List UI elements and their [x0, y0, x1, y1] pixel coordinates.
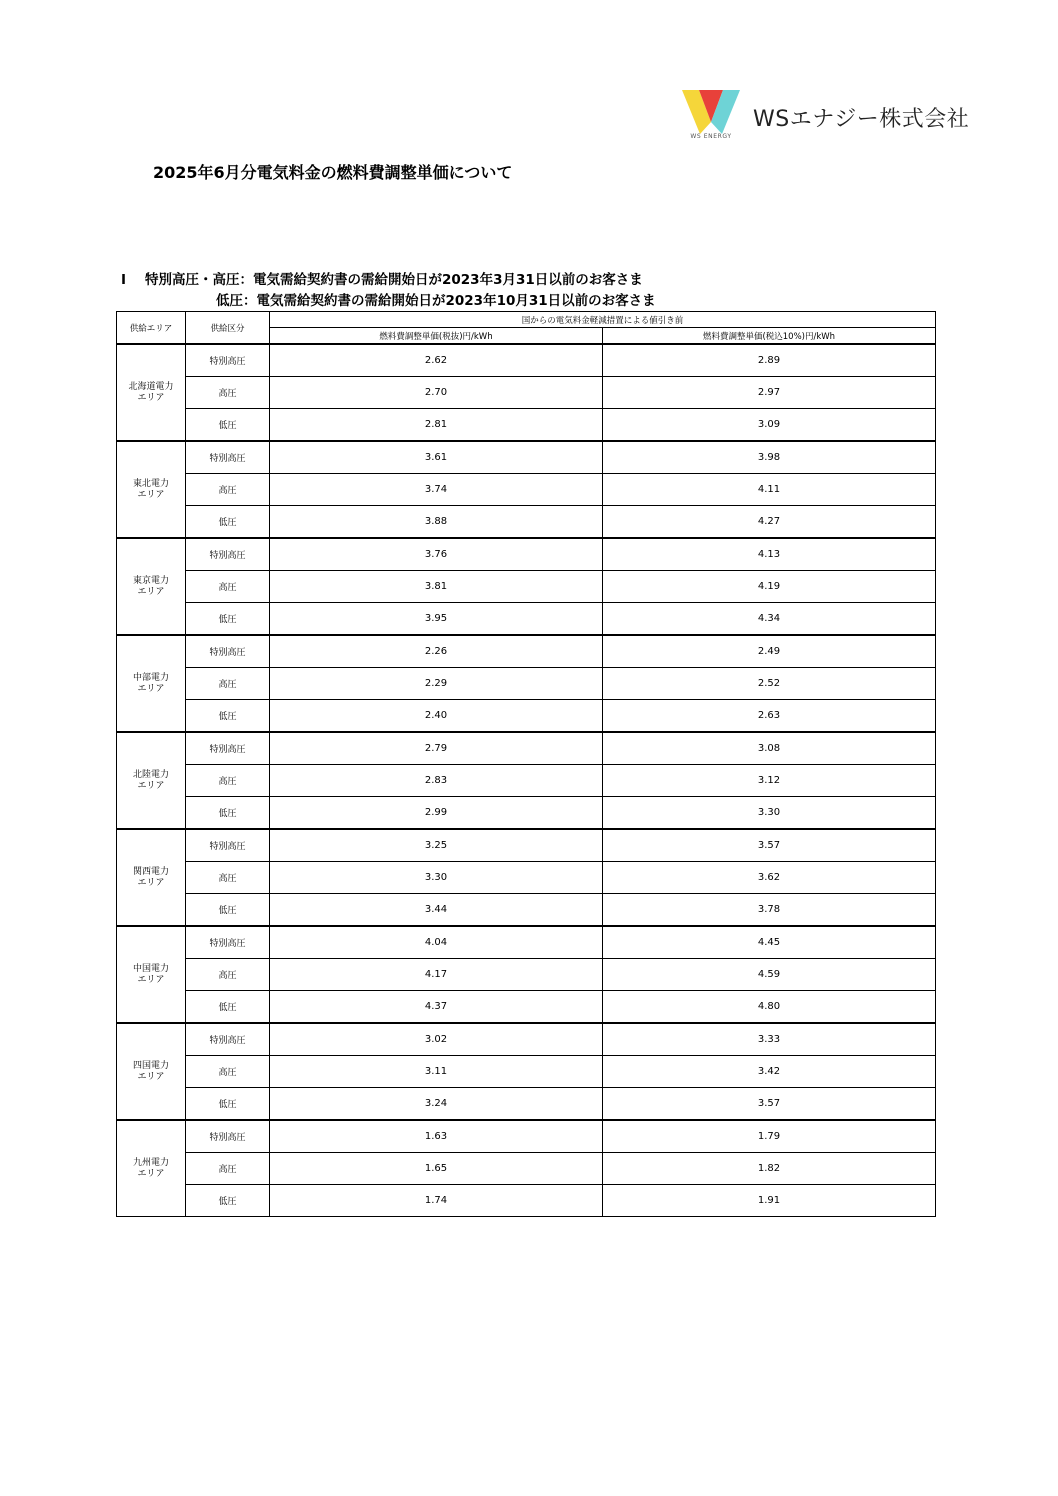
area-name-cell: 北陸電力 エリア: [117, 732, 186, 829]
price-excl-tax-cell: 2.40: [270, 700, 603, 733]
table-row: [117, 894, 936, 927]
price-incl-tax-cell: 3.08: [603, 732, 936, 765]
price-incl-tax-cell: 4.27: [603, 506, 936, 539]
table-row: [117, 668, 936, 700]
price-excl-tax-cell: 3.24: [270, 1088, 603, 1121]
table-row: [117, 700, 936, 733]
price-incl-tax-cell: 1.82: [603, 1153, 936, 1185]
category-cell: 特別高圧: [186, 441, 270, 474]
table-row: [117, 1120, 936, 1153]
table-row: [117, 571, 936, 603]
table-row: [117, 959, 936, 991]
ws-energy-logo-icon: [682, 90, 740, 134]
price-incl-tax-cell: 4.34: [603, 603, 936, 636]
table-row: [117, 441, 936, 474]
area-name-cell: 四国電力 エリア: [117, 1023, 186, 1120]
price-incl-tax-cell: 3.98: [603, 441, 936, 474]
price-excl-tax-cell: 3.61: [270, 441, 603, 474]
price-excl-tax-cell: 1.63: [270, 1120, 603, 1153]
price-incl-tax-cell: 3.12: [603, 765, 936, 797]
price-excl-tax-cell: 3.30: [270, 862, 603, 894]
table-row: [117, 829, 936, 862]
table-row: [117, 474, 936, 506]
price-incl-tax-cell: 1.79: [603, 1120, 936, 1153]
header-group: 国からの電気料金軽減措置による値引き前: [270, 312, 936, 328]
price-incl-tax-cell: 3.57: [603, 1088, 936, 1121]
table-row: [117, 506, 936, 539]
table-row: [117, 1056, 936, 1088]
price-excl-tax-cell: 2.62: [270, 344, 603, 377]
area-name-cell: 中部電力 エリア: [117, 635, 186, 732]
price-excl-tax-cell: 1.74: [270, 1185, 603, 1217]
price-excl-tax-cell: 3.76: [270, 538, 603, 571]
category-cell: 特別高圧: [186, 1120, 270, 1153]
price-excl-tax-cell: 4.37: [270, 991, 603, 1024]
category-cell: 特別高圧: [186, 635, 270, 668]
category-cell: 低圧: [186, 506, 270, 539]
category-cell: 低圧: [186, 1088, 270, 1121]
category-cell: 高圧: [186, 474, 270, 506]
table-row: [117, 538, 936, 571]
price-excl-tax-cell: 4.17: [270, 959, 603, 991]
price-incl-tax-cell: 3.62: [603, 862, 936, 894]
category-cell: 高圧: [186, 1056, 270, 1088]
price-incl-tax-cell: 2.63: [603, 700, 936, 733]
category-cell: 低圧: [186, 700, 270, 733]
category-cell: 特別高圧: [186, 829, 270, 862]
price-excl-tax-cell: 3.74: [270, 474, 603, 506]
price-incl-tax-cell: 3.42: [603, 1056, 936, 1088]
table-row: [117, 797, 936, 830]
price-incl-tax-cell: 2.49: [603, 635, 936, 668]
category-cell: 高圧: [186, 959, 270, 991]
section-number: Ⅰ: [121, 272, 127, 288]
section-line-1: 特別高圧・高圧：電気需給契約書の需給開始日が2023年3月31日以前のお客さま: [145, 272, 643, 288]
table-row: [117, 926, 936, 959]
table-row: [117, 1023, 936, 1056]
area-name-cell: 東北電力 エリア: [117, 441, 186, 538]
table-row: [117, 603, 936, 636]
category-cell: 高圧: [186, 765, 270, 797]
table-row: [117, 1185, 936, 1217]
price-excl-tax-cell: 2.26: [270, 635, 603, 668]
area-name-cell: 北海道電力 エリア: [117, 344, 186, 441]
price-excl-tax-cell: 3.25: [270, 829, 603, 862]
price-incl-tax-cell: 2.89: [603, 344, 936, 377]
price-excl-tax-cell: 2.70: [270, 377, 603, 409]
price-excl-tax-cell: 4.04: [270, 926, 603, 959]
table-row: [117, 409, 936, 442]
price-excl-tax-cell: 1.65: [270, 1153, 603, 1185]
table-row: [117, 635, 936, 668]
category-cell: 特別高圧: [186, 732, 270, 765]
table-row: [117, 377, 936, 409]
category-cell: 高圧: [186, 571, 270, 603]
price-incl-tax-cell: 3.09: [603, 409, 936, 442]
price-excl-tax-cell: 2.81: [270, 409, 603, 442]
table-row: [117, 344, 936, 377]
price-incl-tax-cell: 4.19: [603, 571, 936, 603]
header-area: 供給エリア: [117, 312, 186, 345]
price-incl-tax-cell: 3.30: [603, 797, 936, 830]
header-incl-tax: 燃料費調整単価(税込10%)円/kWh: [603, 328, 936, 345]
price-excl-tax-cell: 3.95: [270, 603, 603, 636]
price-incl-tax-cell: 4.13: [603, 538, 936, 571]
table-row: [117, 765, 936, 797]
category-cell: 低圧: [186, 1185, 270, 1217]
area-name-cell: 中国電力 エリア: [117, 926, 186, 1023]
price-incl-tax-cell: 2.52: [603, 668, 936, 700]
area-name-cell: 東京電力 エリア: [117, 538, 186, 635]
area-name-cell: 九州電力 エリア: [117, 1120, 186, 1217]
category-cell: 低圧: [186, 797, 270, 830]
table-row: [117, 1088, 936, 1121]
price-incl-tax-cell: 3.33: [603, 1023, 936, 1056]
price-incl-tax-cell: 4.45: [603, 926, 936, 959]
category-cell: 特別高圧: [186, 344, 270, 377]
header-excl-tax: 燃料費調整単価(税抜)円/kWh: [270, 328, 603, 345]
price-excl-tax-cell: 3.02: [270, 1023, 603, 1056]
price-excl-tax-cell: 2.29: [270, 668, 603, 700]
category-cell: 低圧: [186, 894, 270, 927]
section-line-2: 低圧：電気需給契約書の需給開始日が2023年10月31日以前のお客さま: [216, 293, 656, 309]
price-incl-tax-cell: 4.11: [603, 474, 936, 506]
category-cell: 高圧: [186, 377, 270, 409]
price-excl-tax-cell: 3.81: [270, 571, 603, 603]
logo-subtext: WS ENERGY: [690, 133, 732, 140]
company-name: WSエナジー株式会社: [753, 107, 970, 132]
price-excl-tax-cell: 2.79: [270, 732, 603, 765]
header-category: 供給区分: [186, 312, 270, 345]
fuel-adjustment-table: [116, 311, 936, 1217]
category-cell: 特別高圧: [186, 538, 270, 571]
price-excl-tax-cell: 3.44: [270, 894, 603, 927]
table-row: [117, 991, 936, 1024]
category-cell: 高圧: [186, 668, 270, 700]
price-incl-tax-cell: 4.80: [603, 991, 936, 1024]
area-name-cell: 関西電力 エリア: [117, 829, 186, 926]
category-cell: 特別高圧: [186, 1023, 270, 1056]
table-row: [117, 732, 936, 765]
price-incl-tax-cell: 4.59: [603, 959, 936, 991]
company-logo: [682, 90, 742, 146]
category-cell: 低圧: [186, 603, 270, 636]
category-cell: 低圧: [186, 991, 270, 1024]
category-cell: 特別高圧: [186, 926, 270, 959]
price-incl-tax-cell: 1.91: [603, 1185, 936, 1217]
table-row: [117, 862, 936, 894]
price-excl-tax-cell: 3.11: [270, 1056, 603, 1088]
page-title: 2025年6月分電気料金の燃料費調整単価について: [153, 163, 513, 182]
category-cell: 低圧: [186, 409, 270, 442]
table-row: [117, 1153, 936, 1185]
price-excl-tax-cell: 3.88: [270, 506, 603, 539]
category-cell: 高圧: [186, 862, 270, 894]
price-incl-tax-cell: 2.97: [603, 377, 936, 409]
price-excl-tax-cell: 2.99: [270, 797, 603, 830]
category-cell: 高圧: [186, 1153, 270, 1185]
price-incl-tax-cell: 3.57: [603, 829, 936, 862]
section-heading: [121, 270, 656, 312]
price-excl-tax-cell: 2.83: [270, 765, 603, 797]
price-incl-tax-cell: 3.78: [603, 894, 936, 927]
